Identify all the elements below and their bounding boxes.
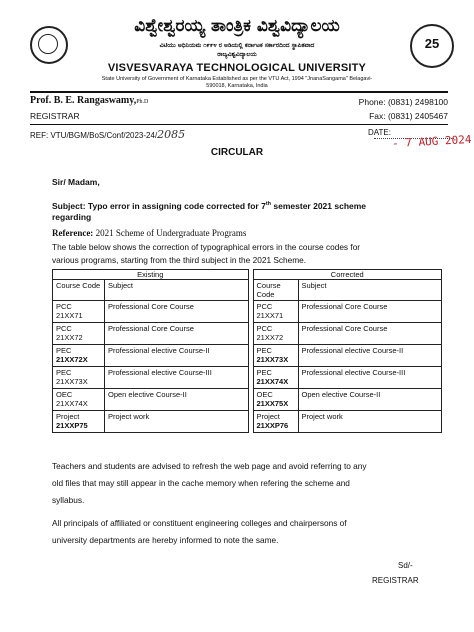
subject-line [52, 199, 452, 223]
existing-course-code: 21XX72 [56, 333, 83, 342]
corrected-subject-cell: Professional Core Course [298, 301, 442, 323]
existing-course-category: Project [56, 412, 80, 421]
corrected-course-code-cell [253, 411, 298, 433]
existing-course-code-cell [53, 367, 105, 389]
kannada-university-title: ವಿಶ್ವೇಶ್ವರಯ್ಯ ತಾಂತ್ರಿಕ ವಿಶ್ವವಿದ್ಯಾಲಯ [134, 16, 340, 36]
kannada-established-line: ವಿಟಿಯು ಅಧಿನಿಯಮ ೧೯೯೪ ರ ಅಡಿಯಲ್ಲಿ ಕರ್ನಾಟಕ ಸರ್ಕಾರದಿಂದ ಸ್ಥಾಪಿತವಾದ [159, 42, 315, 49]
table-row [53, 411, 442, 433]
advisory-line-2: old files that may still appear in the cache memory when refering the scheme and [52, 478, 350, 488]
corrected-course-code: 21XX75X [256, 399, 289, 408]
subject-text-tail: semester 2021 scheme [271, 200, 367, 211]
corrected-course-category: OEC [256, 390, 273, 399]
corrected-subject-cell: Professional Core Course [298, 323, 442, 345]
existing-subject-cell: Professional Core Course [105, 301, 249, 323]
signature-designation: REGISTRAR [372, 576, 419, 585]
date-label: DATE: [368, 128, 391, 137]
table-row [53, 323, 442, 345]
date-stamp: - 7 AUG 2024 [391, 132, 472, 151]
subject-superscript: th [265, 201, 272, 207]
reference-line [52, 228, 246, 238]
corrected-course-category: PCC [256, 324, 273, 333]
existing-course-code: 21XX74X [56, 399, 88, 408]
table-row [53, 345, 442, 367]
course-code-correction-table [52, 269, 442, 433]
existing-subject-cell: Professional Core Course [105, 323, 249, 345]
subject-text-line2: regarding [52, 211, 92, 222]
corrected-course-code: 21XX74X [256, 377, 289, 386]
corrected-subject-cell: Professional elective Course-III [298, 367, 442, 389]
corrected-course-code-cell [253, 301, 298, 323]
corrected-course-category: Project [256, 412, 280, 421]
notice-line-1: All principals of affiliated or constituent engineering colleges and chairpersons of [52, 518, 347, 528]
phone-number: Phone: (0831) 2498100 [358, 97, 448, 107]
corrected-subject-cell: Open elective Course-II [298, 389, 442, 411]
subject-label: Subject: [52, 200, 86, 211]
vtu-left-emblem [30, 26, 68, 64]
salutation: Sir/ Madam, [52, 177, 100, 187]
advisory-paragraph [52, 458, 452, 509]
advisory-line-1: Teachers and students are advised to refresh the web page and avoid referring to any [52, 461, 367, 471]
table-column-header-row [53, 280, 442, 301]
table-group-header-row [53, 270, 442, 280]
group-header-corrected: Corrected [253, 270, 442, 280]
existing-course-code-cell [53, 345, 105, 367]
table-body [53, 301, 442, 433]
reference-line-label: Reference: [52, 228, 94, 238]
existing-course-category: PCC [56, 302, 72, 311]
fax-number: Fax: (0831) 2405467 [369, 111, 448, 121]
existing-course-code-cell [53, 411, 105, 433]
corrected-course-code-cell [253, 367, 298, 389]
existing-course-category: PCC [56, 324, 72, 333]
corrected-col-code-header: Course Code [253, 280, 298, 301]
table-row [53, 367, 442, 389]
anniversary-badge-number: 25 [424, 36, 440, 51]
table-row [53, 301, 442, 323]
corrected-course-category: PEC [256, 346, 272, 355]
table-row [53, 389, 442, 411]
corrected-subject-cell: Project work [298, 411, 442, 433]
existing-col-subject-header: Subject [105, 280, 249, 301]
kannada-state-university: ರಾಜ್ಯವಿಶ್ವವಿದ್ಯಾಲಯ [217, 51, 257, 58]
intro-line-2: various programs, starting from the third subject in the 2021 Scheme. [52, 255, 307, 265]
existing-subject-cell: Professional elective Course-III [105, 367, 249, 389]
corrected-course-code-cell [253, 323, 298, 345]
university-name: VISVESVARAYA TECHNOLOGICAL UNIVERSITY [107, 62, 367, 74]
existing-col-code-header: Course Code [53, 280, 105, 301]
existing-course-category: PEC [56, 368, 72, 377]
circular-title: CIRCULAR [210, 147, 264, 158]
reference-label: REF: VTU/BGM/BoS/Conf/2023-24/ [30, 131, 158, 140]
established-line: State University of Government of Karnataka Established as per the VTU Act, 1994 "JnanaSangama" Belagavi- [101, 76, 373, 82]
corrected-col-subject-header: Subject [298, 280, 442, 301]
corrected-course-code-cell [253, 389, 298, 411]
sender-divider [30, 124, 448, 125]
corrected-course-code-cell [253, 345, 298, 367]
existing-course-category: PEC [56, 346, 72, 355]
intro-line-1: The table below shows the correction of typographical errors in the course codes for [52, 242, 361, 252]
sender-designation: REGISTRAR [30, 111, 80, 121]
existing-subject-cell: Open elective Course-II [105, 389, 249, 411]
corrected-course-code: 21XX73X [256, 355, 289, 364]
existing-course-code: 21XXP75 [56, 421, 88, 430]
existing-subject-cell: Project work [105, 411, 249, 433]
header-divider [30, 91, 448, 93]
notice-paragraph [52, 515, 452, 549]
sender-degree: Ph.D [136, 99, 149, 105]
corrected-course-category: PCC [256, 302, 273, 311]
corrected-course-code: 21XX72 [256, 333, 284, 342]
reference-handwritten-number: 2085 [157, 128, 186, 141]
existing-course-code-cell [53, 301, 105, 323]
intro-paragraph [52, 241, 452, 267]
existing-course-code: 21XX71 [56, 311, 83, 320]
advisory-line-3: syllabus. [52, 495, 85, 505]
anniversary-emblem [410, 24, 454, 68]
address-line: 590018, Karnataka, India [206, 83, 268, 89]
existing-course-code-cell [53, 323, 105, 345]
notice-line-2: university departments are hereby informed to note the same. [52, 535, 279, 545]
existing-course-code: 21XX72X [56, 355, 88, 364]
sender-name [30, 95, 148, 106]
signature-sd: Sd/- [398, 561, 413, 570]
corrected-subject-cell: Professional elective Course-II [298, 345, 442, 367]
corrected-course-code: 21XXP76 [256, 421, 289, 430]
sender-name-text: Prof. B. E. Rangaswamy, [30, 95, 137, 106]
reference-number [30, 128, 185, 141]
existing-course-category: OEC [56, 390, 73, 399]
corrected-course-code: 21XX71 [256, 311, 284, 320]
subject-text: Typo error in assigning code corrected for 7 [87, 200, 266, 211]
group-header-existing: Existing [53, 270, 249, 280]
existing-course-code: 21XX73X [56, 377, 88, 386]
reference-line-text: 2021 Scheme of Undergraduate Programs [93, 228, 247, 238]
existing-course-code-cell [53, 389, 105, 411]
corrected-course-category: PEC [256, 368, 272, 377]
existing-subject-cell: Professional elective Course-II [105, 345, 249, 367]
